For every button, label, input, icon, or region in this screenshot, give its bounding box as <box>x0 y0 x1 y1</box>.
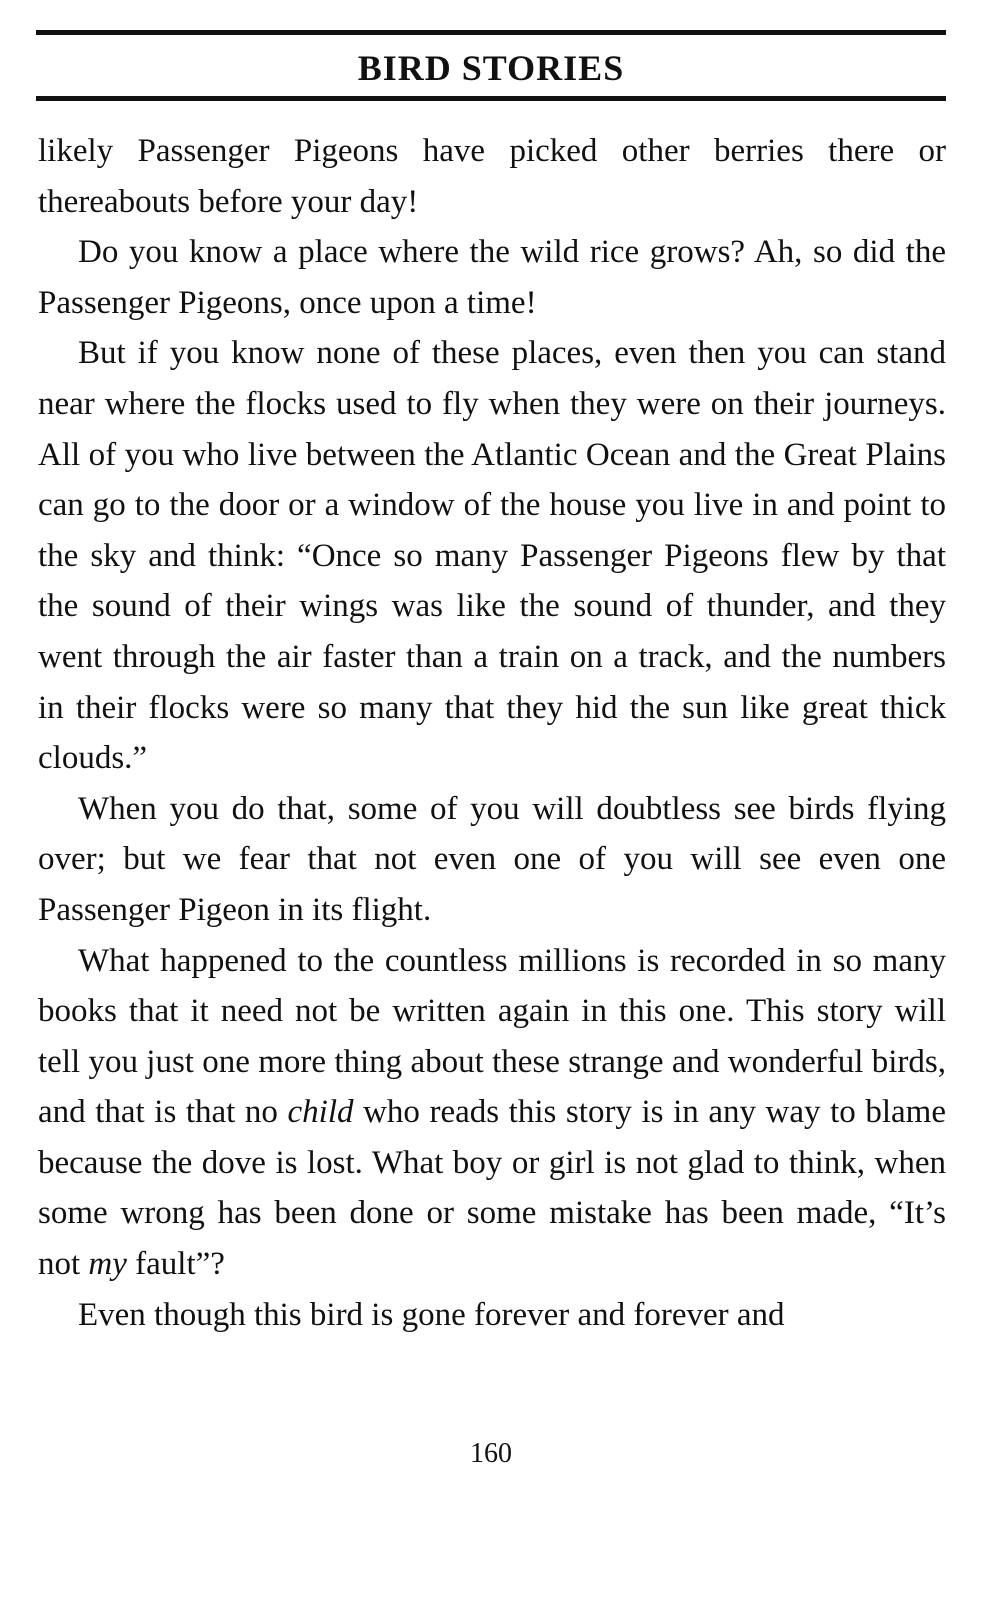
paragraph-3: But if you know none of these places, even then you can stand near where the flocks used to fly when they were on their journeys. All of you who live between the Atlantic Ocean and the Great Plains can go to the door or a window of the house you live in and point to the sky and think: “Once so many Passenger Pigeons flew by that the sound of their wings was like the sound of thunder, and they went through the air faster than a train on a track, and the numbers in their flocks were so many that they hid the sun like great thick clouds.” <box>38 335 946 777</box>
page-number: 160 <box>470 1438 512 1469</box>
emphasis-child: child <box>287 1094 354 1131</box>
paragraph-5-part-1: What happened to the countless millions is recorded in so many books that it need not be written again in this one. This story will tell you just one more thing about these strange and wonderful birds, and that is that no <box>38 942 946 1131</box>
header-rule-bottom <box>36 96 946 101</box>
paragraph-5 <box>38 936 946 1290</box>
paragraph-5-part-3: fault”? <box>126 1246 225 1283</box>
emphasis-my: my <box>88 1246 127 1283</box>
paragraph-4: When you do that, some of you will doubtless see birds flying over; but we fear that not even one of you will see even one Passenger Pigeon in its flight. <box>38 790 946 928</box>
paragraph-2: Do you know a place where the wild rice grows? Ah, so did the Passenger Pigeons, once upon a time! <box>38 234 946 321</box>
header-rule-top <box>36 30 946 35</box>
body-text <box>38 126 946 1340</box>
paragraph-1: likely Passenger Pigeons have picked other berries there or thereabouts before your day! <box>38 133 946 220</box>
paragraph-6: Even though this bird is gone forever and forever and <box>78 1296 785 1333</box>
paragraph-5-part-2: who reads this story is in any way to blame because the dove is lost. What boy or girl is not glad to think, when some wrong has been done or some mistake has been made, “It’s not <box>38 1094 946 1283</box>
running-head: BIRD STORIES <box>357 48 625 88</box>
